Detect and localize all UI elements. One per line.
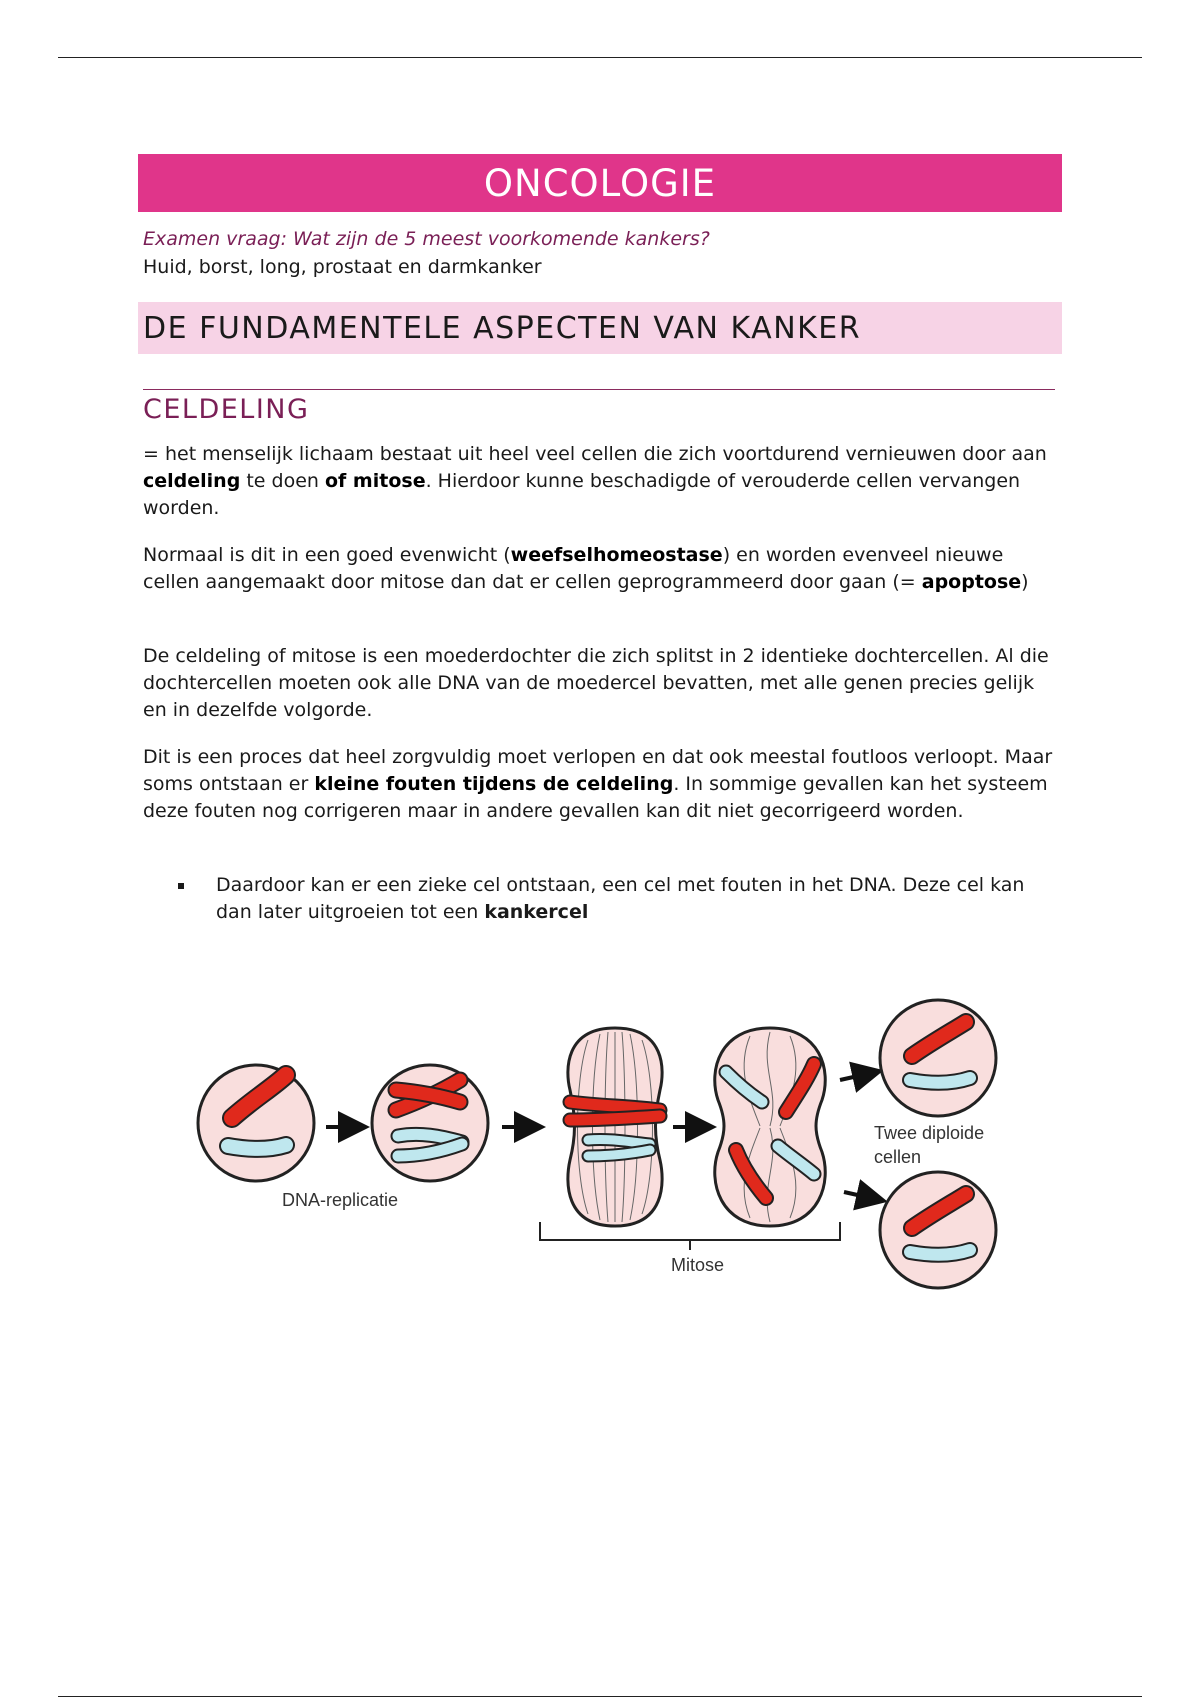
paragraph-text: ) en worden evenveel nieuwe cellen aangemaakt door mitose dan dat er cellen geprogrammeerd door gaan (=	[143, 544, 1004, 593]
bold-term: weefselhomeostase	[510, 544, 723, 566]
label-cellen: cellen	[874, 1147, 922, 1167]
subheading-rule	[143, 389, 1055, 390]
bullet-square-icon	[178, 872, 192, 889]
paragraph-fouten	[143, 744, 1063, 825]
paragraph-text: . In sommige gevallen kan het systeem deze fouten nog corrigeren maar in andere gevallen kan dit niet gecorrigeerd worden.	[143, 773, 1048, 822]
paragraph-text: . Hierdoor kunne beschadigde of verouderde cellen vervangen worden.	[143, 470, 1021, 519]
label-mitose: Mitose	[671, 1255, 725, 1275]
page-bottom-rule	[58, 1696, 1142, 1697]
mitosis-diagram	[160, 960, 1060, 1310]
paragraph-mitose: De celdeling of mitose is een moederdochter die zich splitst in 2 identieke dochtercellen. Al die dochtercellen moeten ook alle DNA van de moedercel bevatten, met alle genen precies gelijk en in dezelfde volgorde.	[143, 645, 1049, 721]
bold-term: kankercel	[484, 901, 589, 923]
paragraph-homeostase	[143, 542, 1063, 596]
list-item-text	[216, 872, 1056, 926]
paragraph-text: Daardoor kan er een zieke cel ontstaan, een cel met fouten in het DNA. Deze cel kan dan later uitgroeien tot een	[216, 874, 1025, 923]
section-heading-band	[138, 302, 1062, 354]
paragraph-text: Dit is een proces dat heel zorgvuldig moet verlopen en dat ook meestal foutloos verloopt. Maar soms ontstaan er	[143, 746, 1053, 795]
paragraph-text: )	[1021, 571, 1029, 593]
subheading: CELDELING	[143, 394, 310, 425]
section-heading: DE FUNDAMENTELE ASPECTEN VAN KANKER	[143, 310, 862, 346]
parent-cell	[198, 1065, 314, 1181]
bold-term: of mitose	[325, 470, 426, 492]
arrow-icon	[844, 1192, 880, 1200]
page-top-rule	[58, 57, 1142, 58]
replicated-cell	[372, 1065, 488, 1181]
daughter-cell	[880, 1000, 996, 1116]
paragraph-text: te doen	[240, 470, 325, 492]
daughter-cell	[880, 1172, 996, 1288]
bold-term: apoptose	[921, 571, 1022, 593]
bold-term: celdeling	[143, 470, 241, 492]
dividing-cell	[715, 1028, 825, 1226]
exam-answer: Huid, borst, long, prostaat en darmkanker	[143, 256, 542, 278]
mitosis-bracket	[540, 1222, 840, 1250]
label-twee-diploide: Twee diploide	[874, 1123, 985, 1143]
paragraph-celdeling-definition	[143, 441, 1063, 522]
arrow-icon	[840, 1072, 876, 1080]
document-title-banner	[138, 154, 1062, 212]
exam-question: Examen vraag: Wat zijn de 5 meest voorkomende kankers?	[143, 228, 710, 250]
paragraph-text: Normaal is dit in een goed evenwicht (	[143, 544, 511, 566]
document-title: ONCOLOGIE	[483, 161, 717, 205]
paragraph-text: = het menselijk lichaam bestaat uit heel veel cellen die zich voortdurend vernieuwen door aan	[143, 443, 1047, 465]
bold-term: kleine fouten tijdens de celdeling	[314, 773, 674, 795]
metaphase-cell	[568, 1028, 662, 1226]
label-dna-replicatie: DNA-replicatie	[282, 1190, 399, 1210]
